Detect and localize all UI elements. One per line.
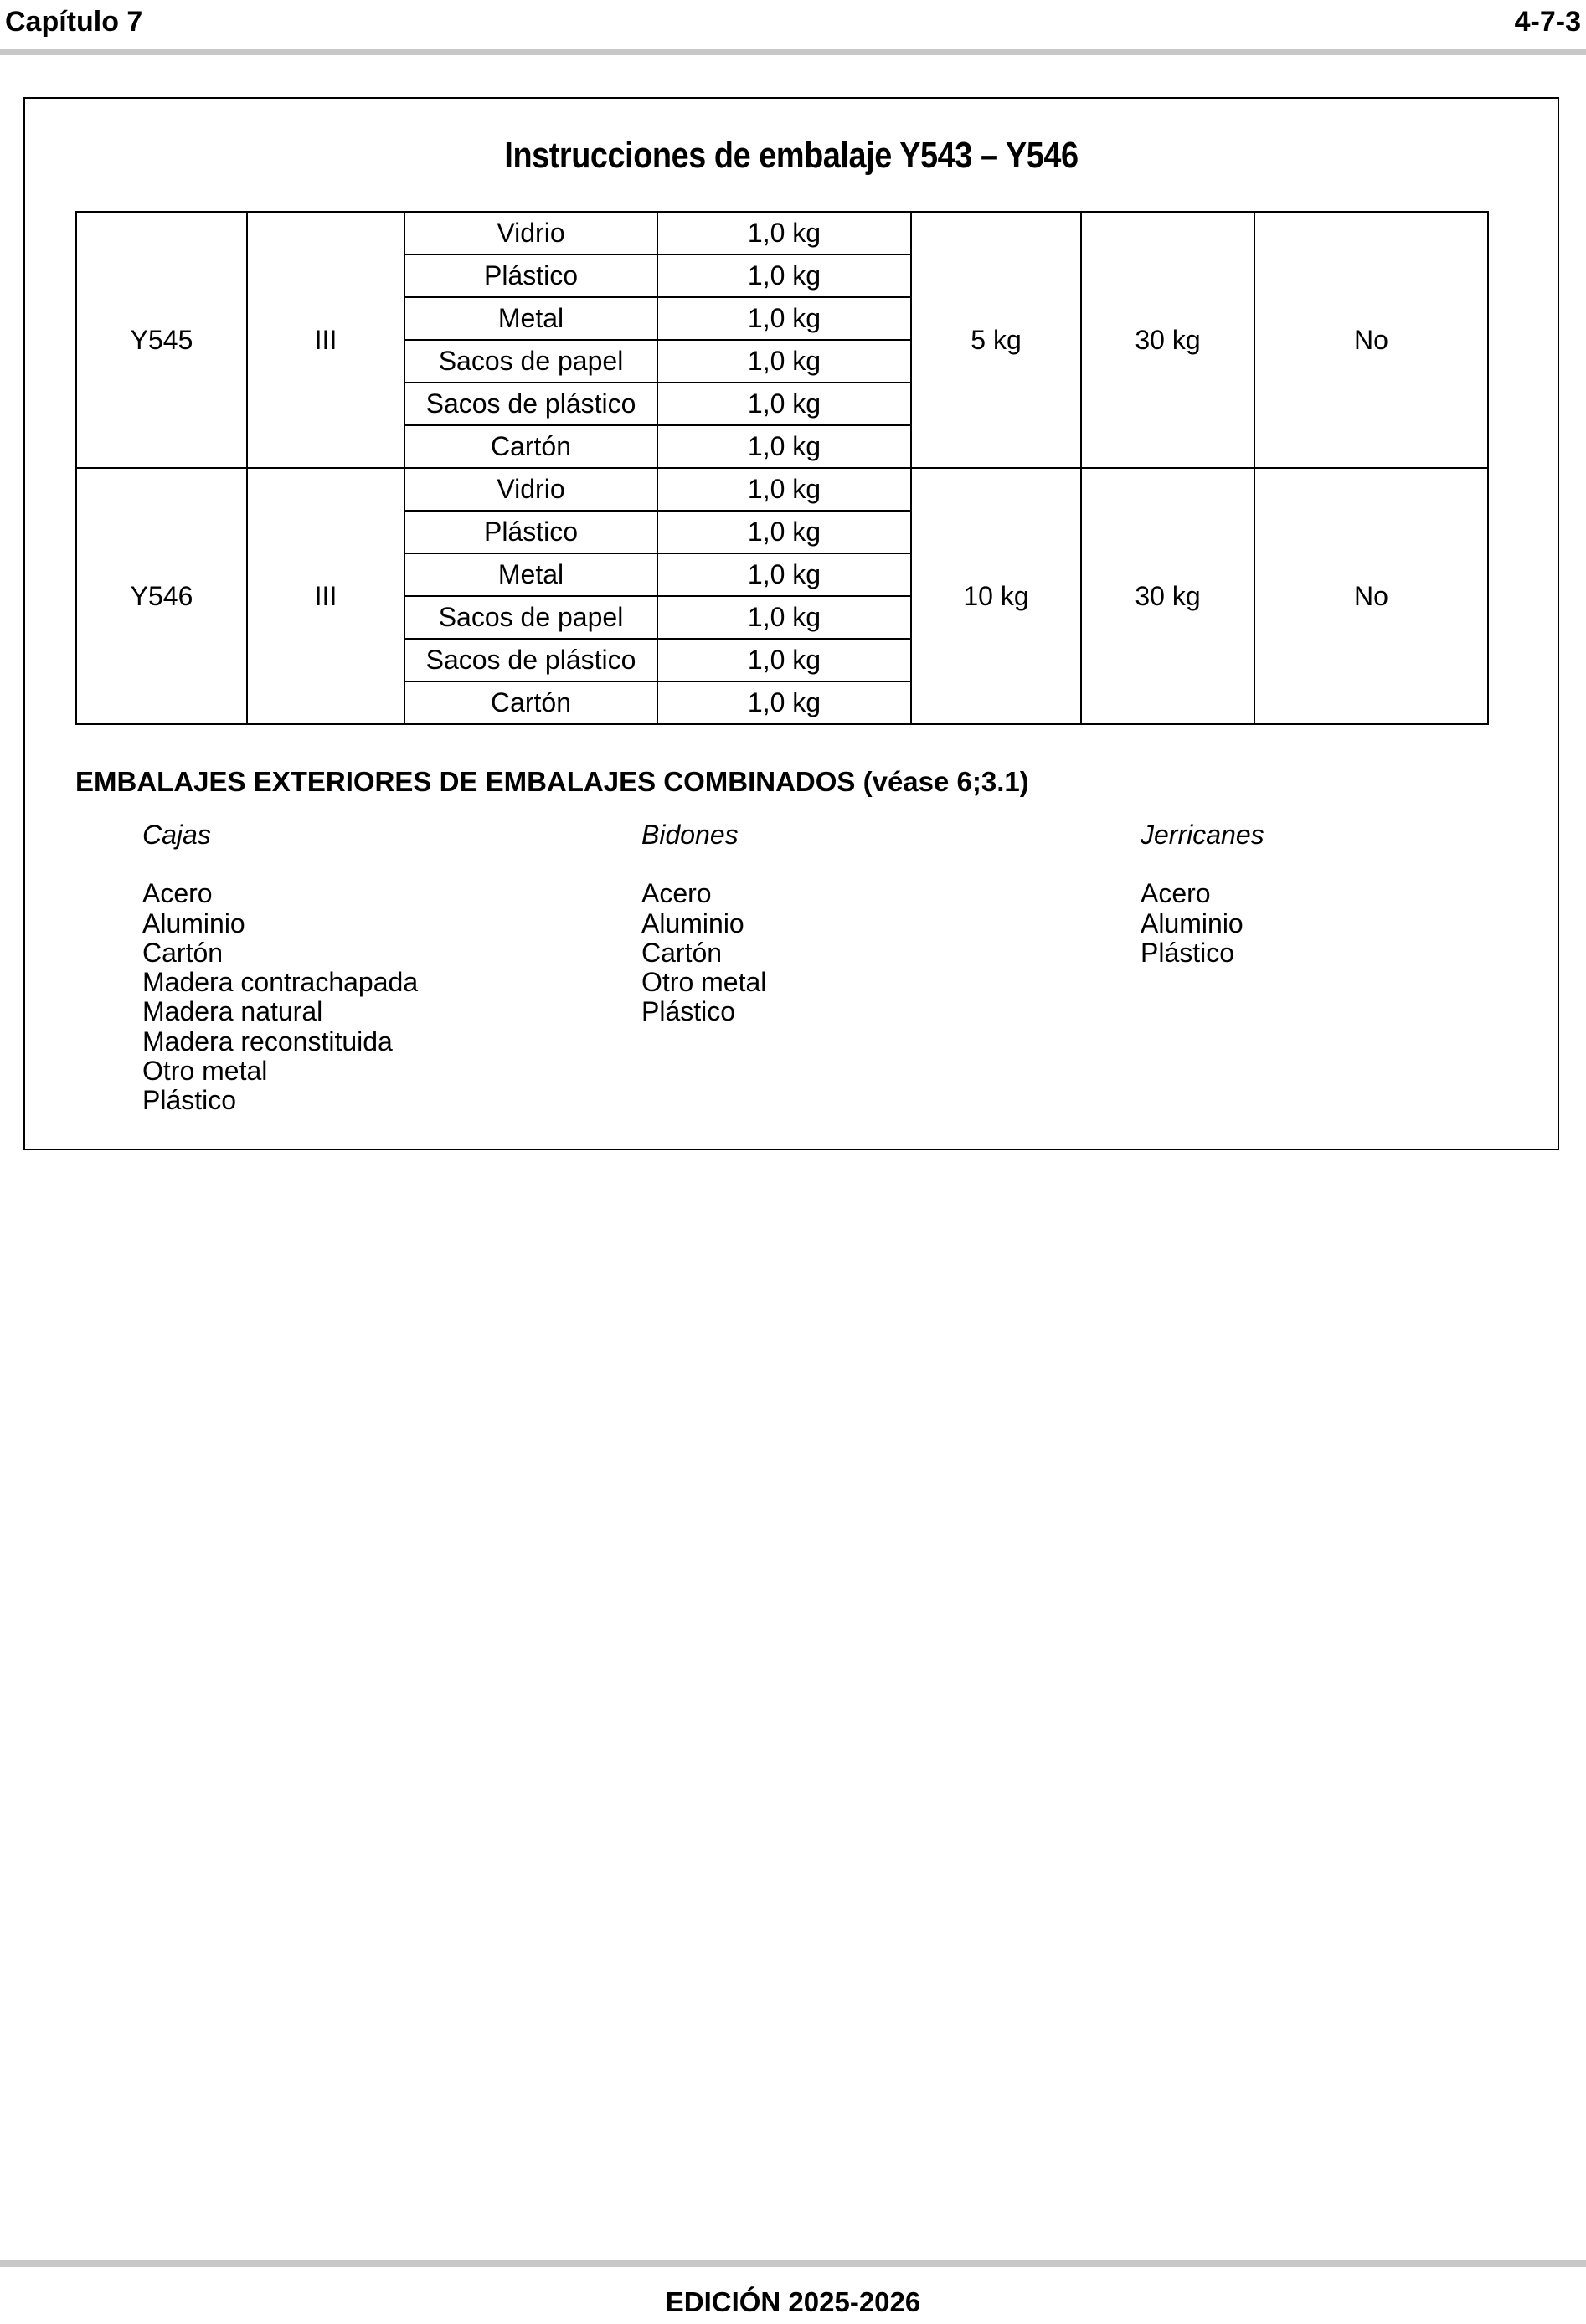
packing-instruction-frame xyxy=(23,97,1559,1150)
page-header xyxy=(0,0,1586,55)
column-heading: Bidones xyxy=(641,820,739,850)
footer-rule xyxy=(0,2260,1586,2267)
column-list xyxy=(142,879,418,1115)
packing-table-body xyxy=(76,212,1488,724)
inner-quantity-cell: 1,0 kg xyxy=(657,553,911,596)
inner-material-cell: Plástico xyxy=(404,255,657,297)
inner-quantity-cell: 1,0 kg xyxy=(657,511,911,553)
net-quantity-cell: 10 kg xyxy=(911,468,1081,724)
gross-quantity-cell: 30 kg xyxy=(1081,468,1254,724)
list-item: Cartón xyxy=(641,937,723,968)
inner-quantity-cell: 1,0 kg xyxy=(657,255,911,297)
list-item: Plástico xyxy=(1141,937,1235,968)
net-quantity-cell: 5 kg xyxy=(911,212,1081,468)
inner-quantity-cell: 1,0 kg xyxy=(657,212,911,255)
un-code-cell: Y546 xyxy=(76,468,247,724)
inner-quantity-cell: 1,0 kg xyxy=(657,681,911,724)
inner-material-cell: Sacos de papel xyxy=(404,596,657,639)
inner-material-cell: Vidrio xyxy=(404,468,657,511)
list-item: Acero xyxy=(641,878,712,909)
column-heading: Jerricanes xyxy=(1141,820,1264,850)
list-item: Aluminio xyxy=(1141,907,1244,938)
inner-material-cell: Sacos de papel xyxy=(404,340,657,383)
table-row xyxy=(76,468,1488,511)
inner-material-cell: Cartón xyxy=(404,681,657,724)
list-item: Aluminio xyxy=(641,907,744,938)
inner-quantity-cell: 1,0 kg xyxy=(657,596,911,639)
flag-cell: No xyxy=(1254,212,1488,468)
column-bidones xyxy=(641,820,766,1027)
list-item: Acero xyxy=(142,878,213,909)
list-item: Madera natural xyxy=(142,996,323,1027)
list-item: Acero xyxy=(1141,878,1211,909)
packing-table xyxy=(75,211,1489,725)
inner-material-cell: Metal xyxy=(404,297,657,340)
list-item: Madera reconstituida xyxy=(142,1026,393,1057)
list-item: Plástico xyxy=(641,996,736,1027)
edition-footer: EDICIÓN 2025-2026 xyxy=(665,2286,921,2317)
gross-quantity-cell: 30 kg xyxy=(1081,212,1254,468)
inner-material-cell: Cartón xyxy=(404,425,657,468)
list-item: Plástico xyxy=(142,1085,237,1116)
outer-packagings-heading: EMBALAJES EXTERIORES DE EMBALAJES COMBINADOS (véase 6;3.1) xyxy=(75,766,1029,797)
packing-group-cell: III xyxy=(247,468,404,724)
flag-cell: No xyxy=(1254,468,1488,724)
header-rule xyxy=(0,49,1586,55)
list-item: Otro metal xyxy=(641,967,767,998)
list-item: Madera contrachapada xyxy=(142,967,419,998)
un-code-cell: Y545 xyxy=(76,212,247,468)
inner-material-cell: Metal xyxy=(404,553,657,596)
inner-quantity-cell: 1,0 kg xyxy=(657,297,911,340)
column-list xyxy=(641,879,766,1026)
list-item: Cartón xyxy=(142,937,224,968)
inner-material-cell: Vidrio xyxy=(404,212,657,255)
column-jerricanes xyxy=(1141,820,1264,968)
page-title: Instrucciones de embalaje Y543 – Y546 xyxy=(504,135,1079,176)
column-list xyxy=(1141,879,1264,968)
chapter-label: Capítulo 7 xyxy=(5,6,143,38)
page-number: 4-7-3 xyxy=(1514,6,1581,38)
inner-material-cell: Sacos de plástico xyxy=(404,383,657,425)
inner-quantity-cell: 1,0 kg xyxy=(657,340,911,383)
table-row xyxy=(76,212,1488,255)
inner-quantity-cell: 1,0 kg xyxy=(657,425,911,468)
inner-quantity-cell: 1,0 kg xyxy=(657,639,911,681)
column-cajas xyxy=(142,820,418,1116)
column-heading: Cajas xyxy=(142,820,211,850)
inner-quantity-cell: 1,0 kg xyxy=(657,383,911,425)
packing-group-cell: III xyxy=(247,212,404,468)
list-item: Otro metal xyxy=(142,1056,268,1087)
inner-quantity-cell: 1,0 kg xyxy=(657,468,911,511)
inner-material-cell: Sacos de plástico xyxy=(404,639,657,681)
list-item: Aluminio xyxy=(142,907,245,938)
inner-material-cell: Plástico xyxy=(404,511,657,553)
